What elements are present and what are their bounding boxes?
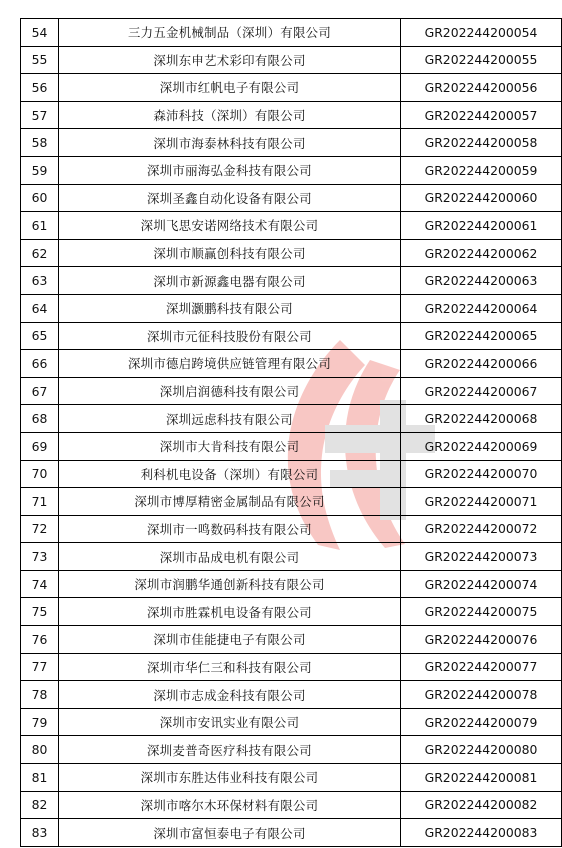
certificate-number: GR202244200066 <box>401 350 562 378</box>
row-number: 79 <box>21 708 59 736</box>
certificate-number: GR202244200055 <box>401 46 562 74</box>
certificate-table-body <box>21 19 562 847</box>
certificate-number: GR202244200054 <box>401 19 562 47</box>
company-name: 深圳市佳能捷电子有限公司 <box>59 626 401 654</box>
certificate-number: GR202244200074 <box>401 570 562 598</box>
row-number: 69 <box>21 432 59 460</box>
table-row <box>21 819 562 847</box>
certificate-number: GR202244200062 <box>401 239 562 267</box>
company-name: 深圳灏鹏科技有限公司 <box>59 294 401 322</box>
certificate-number: GR202244200063 <box>401 267 562 295</box>
row-number: 83 <box>21 819 59 847</box>
table-row <box>21 212 562 240</box>
row-number: 82 <box>21 791 59 819</box>
table-row <box>21 791 562 819</box>
row-number: 80 <box>21 736 59 764</box>
table-row <box>21 515 562 543</box>
company-name: 深圳市博厚精密金属制品有限公司 <box>59 488 401 516</box>
company-name: 深圳市东胜达伟业科技有限公司 <box>59 764 401 792</box>
row-number: 58 <box>21 129 59 157</box>
row-number: 60 <box>21 184 59 212</box>
table-row <box>21 101 562 129</box>
company-name: 深圳市大肯科技有限公司 <box>59 432 401 460</box>
company-name: 深圳市新源鑫电器有限公司 <box>59 267 401 295</box>
certificate-number: GR202244200065 <box>401 322 562 350</box>
row-number: 54 <box>21 19 59 47</box>
table-row <box>21 350 562 378</box>
company-name: 三力五金机械制品（深圳）有限公司 <box>59 19 401 47</box>
table-row <box>21 626 562 654</box>
table-row <box>21 267 562 295</box>
row-number: 76 <box>21 626 59 654</box>
company-name: 深圳麦普奇医疗科技有限公司 <box>59 736 401 764</box>
company-name: 深圳远虑科技有限公司 <box>59 405 401 433</box>
table-row <box>21 294 562 322</box>
company-name: 深圳市富恒泰电子有限公司 <box>59 819 401 847</box>
company-name: 深圳市安讯实业有限公司 <box>59 708 401 736</box>
certificate-number: GR202244200071 <box>401 488 562 516</box>
company-name: 深圳市一鸣数码科技有限公司 <box>59 515 401 543</box>
certificate-number: GR202244200083 <box>401 819 562 847</box>
row-number: 77 <box>21 653 59 681</box>
company-name: 深圳市华仁三和科技有限公司 <box>59 653 401 681</box>
certificate-number: GR202244200078 <box>401 681 562 709</box>
table-row <box>21 46 562 74</box>
certificate-number: GR202244200076 <box>401 626 562 654</box>
row-number: 66 <box>21 350 59 378</box>
table-row <box>21 570 562 598</box>
certificate-number: GR202244200077 <box>401 653 562 681</box>
company-name: 深圳启润德科技有限公司 <box>59 377 401 405</box>
company-name: 森沛科技（深圳）有限公司 <box>59 101 401 129</box>
company-name: 深圳东申艺术彩印有限公司 <box>59 46 401 74</box>
table-row <box>21 129 562 157</box>
table-row <box>21 184 562 212</box>
certificate-number: GR202244200073 <box>401 543 562 571</box>
row-number: 73 <box>21 543 59 571</box>
certificate-number: GR202244200061 <box>401 212 562 240</box>
certificate-number: GR202244200057 <box>401 101 562 129</box>
company-name: 深圳市海泰林科技有限公司 <box>59 129 401 157</box>
certificate-number: GR202244200056 <box>401 74 562 102</box>
company-name: 深圳市润鹏华通创新科技有限公司 <box>59 570 401 598</box>
company-name: 深圳市德启跨境供应链管理有限公司 <box>59 350 401 378</box>
company-name: 深圳市品成电机有限公司 <box>59 543 401 571</box>
certificate-number: GR202244200075 <box>401 598 562 626</box>
company-name: 深圳市志成金科技有限公司 <box>59 681 401 709</box>
row-number: 75 <box>21 598 59 626</box>
table-row <box>21 405 562 433</box>
table-row <box>21 736 562 764</box>
certificate-number: GR202244200070 <box>401 460 562 488</box>
row-number: 68 <box>21 405 59 433</box>
table-row <box>21 598 562 626</box>
company-name: 利科机电设备（深圳）有限公司 <box>59 460 401 488</box>
certificate-number: GR202244200081 <box>401 764 562 792</box>
company-name: 深圳市顺赢创科技有限公司 <box>59 239 401 267</box>
row-number: 78 <box>21 681 59 709</box>
certificate-number: GR202244200060 <box>401 184 562 212</box>
row-number: 81 <box>21 764 59 792</box>
row-number: 74 <box>21 570 59 598</box>
certificate-number: GR202244200072 <box>401 515 562 543</box>
table-row <box>21 432 562 460</box>
table-row <box>21 488 562 516</box>
table-row <box>21 764 562 792</box>
company-name: 深圳市胜霖机电设备有限公司 <box>59 598 401 626</box>
company-name: 深圳圣鑫自动化设备有限公司 <box>59 184 401 212</box>
row-number: 61 <box>21 212 59 240</box>
certificate-number: GR202244200067 <box>401 377 562 405</box>
row-number: 70 <box>21 460 59 488</box>
row-number: 71 <box>21 488 59 516</box>
table-row <box>21 653 562 681</box>
row-number: 59 <box>21 156 59 184</box>
table-row <box>21 708 562 736</box>
certificate-number: GR202244200064 <box>401 294 562 322</box>
row-number: 57 <box>21 101 59 129</box>
row-number: 62 <box>21 239 59 267</box>
company-name: 深圳市喀尔木环保材料有限公司 <box>59 791 401 819</box>
certificate-number: GR202244200080 <box>401 736 562 764</box>
table-row <box>21 460 562 488</box>
certificate-number: GR202244200068 <box>401 405 562 433</box>
row-number: 65 <box>21 322 59 350</box>
table-row <box>21 377 562 405</box>
table-row <box>21 74 562 102</box>
company-name: 深圳市红帆电子有限公司 <box>59 74 401 102</box>
table-row <box>21 19 562 47</box>
certificate-number: GR202244200059 <box>401 156 562 184</box>
company-name: 深圳市丽海弘金科技有限公司 <box>59 156 401 184</box>
table-row <box>21 156 562 184</box>
row-number: 56 <box>21 74 59 102</box>
company-name: 深圳飞思安诺网络技术有限公司 <box>59 212 401 240</box>
row-number: 67 <box>21 377 59 405</box>
table-row <box>21 239 562 267</box>
certificate-number: GR202244200079 <box>401 708 562 736</box>
table-row <box>21 681 562 709</box>
row-number: 64 <box>21 294 59 322</box>
row-number: 63 <box>21 267 59 295</box>
table-row <box>21 543 562 571</box>
row-number: 55 <box>21 46 59 74</box>
row-number: 72 <box>21 515 59 543</box>
certificate-number: GR202244200058 <box>401 129 562 157</box>
company-name: 深圳市元征科技股份有限公司 <box>59 322 401 350</box>
certificate-number: GR202244200069 <box>401 432 562 460</box>
table-row <box>21 322 562 350</box>
certificate-number: GR202244200082 <box>401 791 562 819</box>
certificate-table <box>20 18 562 847</box>
